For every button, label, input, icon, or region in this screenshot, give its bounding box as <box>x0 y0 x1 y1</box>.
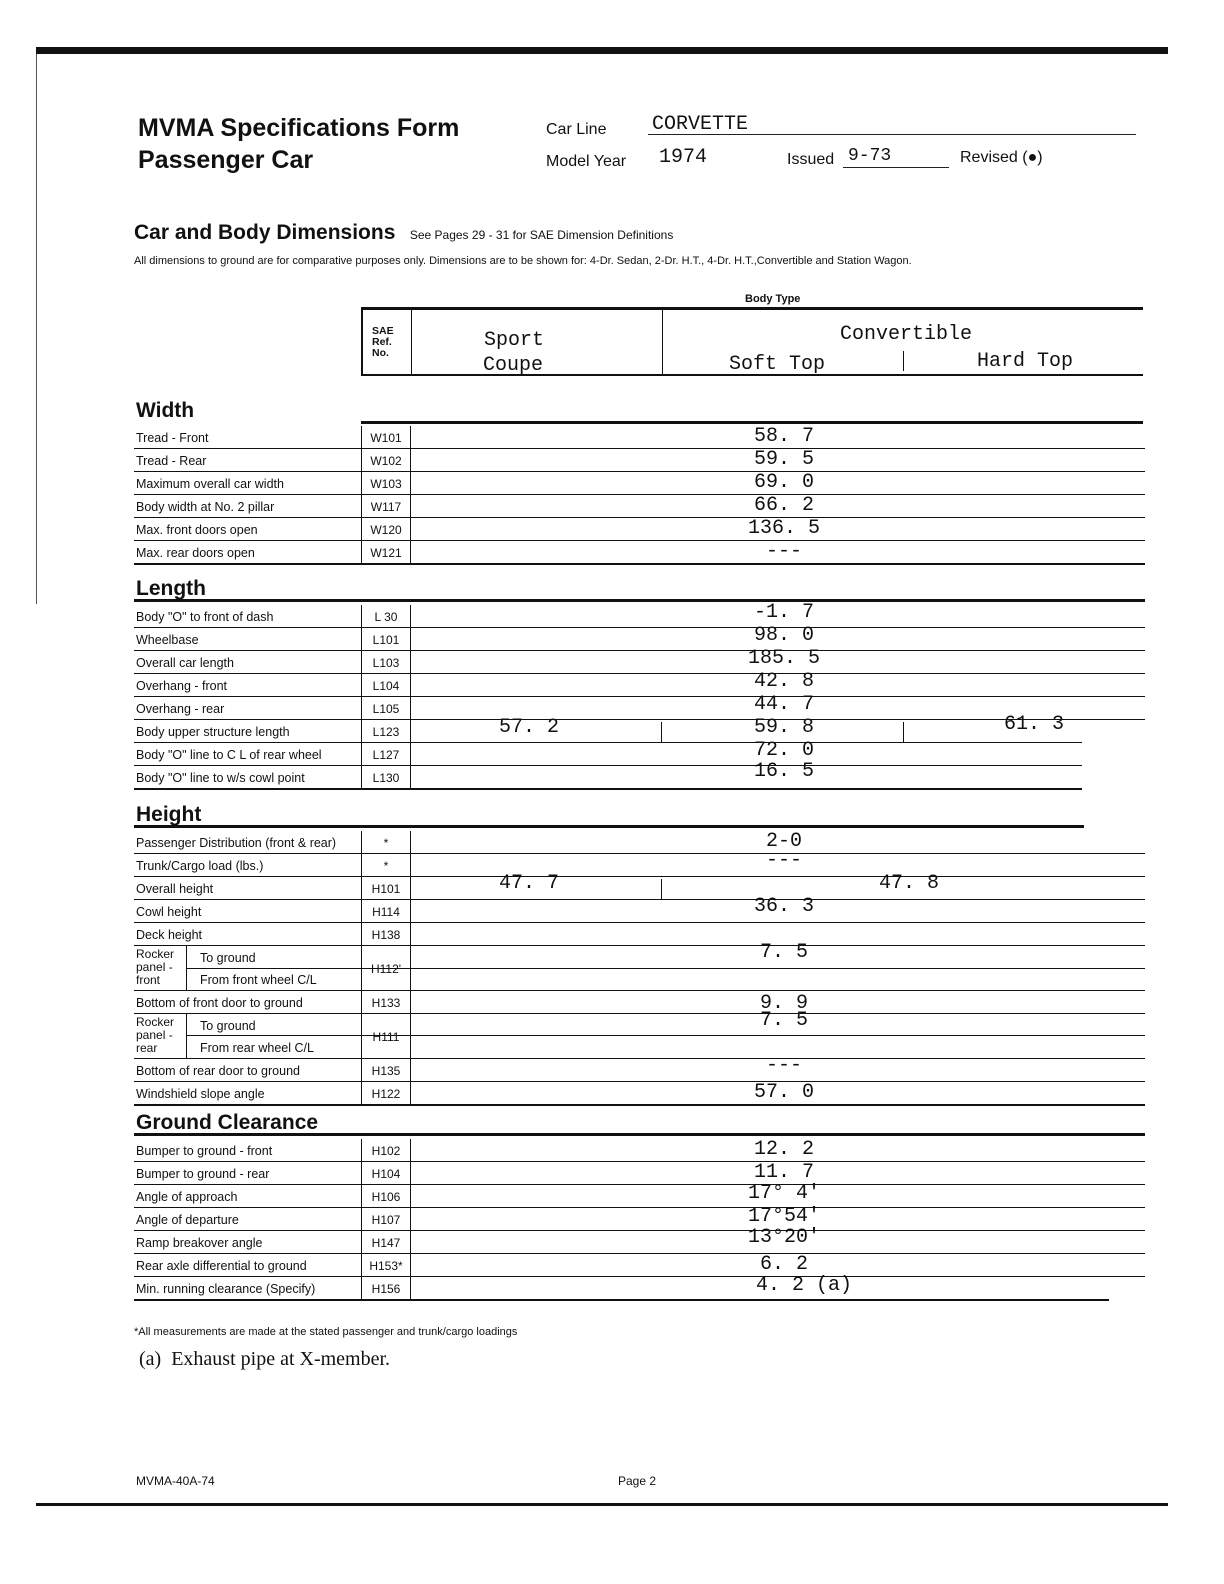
row-ref: H111 <box>361 1014 411 1058</box>
table-row <box>134 1182 1145 1208</box>
row-ref: H101 <box>361 877 411 899</box>
row-value: 6. 2 <box>759 1253 808 1276</box>
row-label: Bottom of front door to ground <box>136 996 303 1010</box>
table-row <box>134 1274 1109 1301</box>
row-ref: H138 <box>361 923 411 945</box>
table-row <box>134 1082 1145 1106</box>
row-label: Bumper to ground - front <box>136 1144 273 1158</box>
row-label: Windshield slope angle <box>136 1087 265 1101</box>
table-row <box>134 1054 1145 1082</box>
row-ref: W121 <box>361 541 411 563</box>
row-ref: L101 <box>361 628 411 650</box>
row-label: Wheelbase <box>136 633 199 647</box>
rocker-front-group <box>134 941 1145 991</box>
rocker-front-sub1: To ground <box>200 951 256 965</box>
col-soft-top: Soft Top <box>729 353 826 376</box>
col-hard-top: Hard Top <box>977 350 1074 373</box>
table-row <box>134 426 1145 449</box>
row-value: 44. 7 <box>753 693 814 716</box>
col-coupe: Coupe <box>483 354 544 377</box>
row-label: Ramp breakover angle <box>136 1236 263 1250</box>
left-margin-line <box>36 54 37 604</box>
row-ref: H153* <box>361 1254 411 1276</box>
row-ref: * <box>361 854 411 876</box>
rocker-rear-sub2: From rear wheel C/L <box>200 1041 314 1055</box>
row-label: Tread - Rear <box>136 454 207 468</box>
col-convertible: Convertible <box>840 323 973 346</box>
row-value: 36. 3 <box>753 895 814 918</box>
model-year-label: Model Year <box>546 153 627 170</box>
row-ref: L103 <box>361 651 411 673</box>
row-ref: W120 <box>361 518 411 540</box>
row-value: 72. 0 <box>753 739 814 762</box>
row-value: 42. 8 <box>753 670 814 693</box>
table-row <box>134 849 1145 877</box>
row-ref: H112' <box>361 946 411 990</box>
row-label: Cowl height <box>136 905 202 919</box>
table-row <box>134 895 1145 923</box>
row-value-convertible: 47. 8 <box>878 872 939 895</box>
row-label: Max. rear doors open <box>136 546 255 560</box>
row-label: Bumper to ground - rear <box>136 1167 270 1181</box>
car-line-underline <box>648 134 1136 135</box>
table-row <box>134 472 1145 495</box>
row-value: 69. 0 <box>753 471 814 494</box>
row-label: Max. front doors open <box>136 523 258 537</box>
row-value: 66. 2 <box>753 494 814 517</box>
row-ref: * <box>361 831 411 853</box>
issued-label: Issued <box>787 151 835 168</box>
length-section-title: Length <box>136 577 206 600</box>
row-value: 13°20' <box>747 1226 820 1249</box>
row-label: Overall height <box>136 882 214 896</box>
row-label: Overhang - front <box>136 679 228 693</box>
row-value: --- <box>765 1054 802 1077</box>
rocker-front-label: Rocker panel - front <box>136 947 175 987</box>
row-value: 11. 7 <box>753 1161 814 1184</box>
row-ref: L 30 <box>361 605 411 627</box>
row-value: --- <box>765 540 802 563</box>
row-label: Maximum overall car width <box>136 477 284 491</box>
table-row <box>134 449 1145 472</box>
row-value: -1. 7 <box>753 601 814 624</box>
row-value: --- <box>765 849 802 872</box>
header-divider-ref <box>411 310 412 376</box>
rocker-front-sub2: From front wheel C/L <box>200 973 317 987</box>
row-ref: H156 <box>361 1277 411 1299</box>
row-label: Passenger Distribution (front & rear) <box>136 836 337 850</box>
row-label: Body "O" line to C L of rear wheel <box>136 748 322 762</box>
issued-underline <box>843 167 949 168</box>
row-ref: W117 <box>361 495 411 517</box>
row-ref: H147 <box>361 1231 411 1253</box>
body-type-label: Body Type <box>745 293 801 305</box>
dimensions-note: All dimensions to ground are for comparative purposes only. Dimensions are to be shown for: 4-Dr. Sedan, 2-Dr. H.T., 4-Dr. H.T.,Convertible and Station Wagon. <box>134 255 912 267</box>
height-section-title: Height <box>136 803 202 826</box>
top-border <box>36 47 1168 54</box>
row-value: 136. 5 <box>747 517 820 540</box>
row-value-coupe: 57. 2 <box>498 716 559 739</box>
revised-label: Revised (●) <box>960 149 1043 166</box>
row-ref: H133 <box>361 991 411 1013</box>
row-ref: L123 <box>361 720 411 742</box>
row-value: 59. 8 <box>753 716 814 739</box>
row-label: Overall car length <box>136 656 234 670</box>
row-label: Angle of departure <box>136 1213 239 1227</box>
sae-ref-line1: SAE <box>372 325 394 337</box>
row-label: Body width at No. 2 pillar <box>136 500 275 514</box>
table-row <box>134 1139 1145 1162</box>
height-table <box>134 831 1145 1106</box>
row-label: Rear axle differential to ground <box>136 1259 307 1273</box>
table-row <box>134 1162 1145 1185</box>
row-value-hardtop: 61. 3 <box>1003 713 1064 736</box>
row-label: Body "O" line to w/s cowl point <box>136 771 305 785</box>
row-ref: H107 <box>361 1208 411 1230</box>
row-label: Body upper structure length <box>136 725 290 739</box>
rocker-rear-sub1: To ground <box>200 1019 256 1033</box>
row-value: 57. 0 <box>753 1081 814 1104</box>
row-ref: H106 <box>361 1185 411 1207</box>
row-value: 12. 2 <box>753 1138 814 1161</box>
car-line-value: CORVETTE <box>652 113 749 136</box>
header-divider-coupe <box>662 310 663 376</box>
row-label: Trunk/Cargo load (lbs.) <box>136 859 264 873</box>
row-ref: L104 <box>361 674 411 696</box>
table-row <box>134 1254 1145 1277</box>
softtop-hardtop-divider <box>903 351 904 371</box>
ground-clearance-section-title: Ground Clearance <box>136 1111 319 1134</box>
table-row <box>134 541 1145 565</box>
sae-ref-line3: No. <box>372 347 389 359</box>
ground-top-rule <box>134 1133 1145 1136</box>
table-row <box>134 518 1145 541</box>
asterisk-footnote: *All measurements are made at the stated passenger and trunk/cargo loadings <box>134 1326 518 1338</box>
model-year-value: 1974 <box>659 146 708 169</box>
row-label: Overhang - rear <box>136 702 225 716</box>
length-table <box>134 601 1145 790</box>
row-value: 2-0 <box>765 830 802 853</box>
row-value: 4. 2 (a) <box>755 1274 852 1297</box>
table-row <box>134 1226 1145 1254</box>
row-ref: W103 <box>361 472 411 494</box>
row-value: 58. 7 <box>753 425 814 448</box>
width-section-title: Width <box>136 399 195 422</box>
row-value: 7. 5 <box>759 941 808 964</box>
section-title: Car and Body Dimensions <box>134 221 396 244</box>
row-value: 17°54' <box>747 1205 820 1228</box>
row-ref: W101 <box>361 426 411 448</box>
ground-clearance-table <box>134 1139 1145 1301</box>
sub-row-rule <box>186 1035 1145 1036</box>
table-row <box>134 760 1082 790</box>
form-subtitle: Passenger Car <box>138 146 314 174</box>
row-label: Tread - Front <box>136 431 209 445</box>
table-row <box>134 495 1145 518</box>
row-value: 9. 9 <box>759 992 808 1015</box>
sub-row-rule <box>186 968 1145 969</box>
row-value: 98. 0 <box>753 624 814 647</box>
row-label: Min. running clearance (Specify) <box>136 1282 316 1296</box>
cell-divider <box>903 722 904 742</box>
row-ref: H104 <box>361 1162 411 1184</box>
width-top-rule <box>361 421 1143 424</box>
row-ref: H102 <box>361 1139 411 1161</box>
row-value: 59. 5 <box>753 448 814 471</box>
row-label: Angle of approach <box>136 1190 238 1204</box>
row-label: Body "O" to front of dash <box>136 610 274 624</box>
sae-ref-line2: Ref. <box>372 336 392 348</box>
row-value: 185. 5 <box>747 647 820 670</box>
row-value-coupe: 47. 7 <box>498 872 559 895</box>
note-a: (a) Exhaust pipe at X-member. <box>139 1348 391 1370</box>
see-pages-note: See Pages 29 - 31 for SAE Dimension Definitions <box>409 228 674 242</box>
row-label: Deck height <box>136 928 203 942</box>
rocker-rear-group <box>134 1009 1145 1059</box>
form-number: MVMA-40A-74 <box>136 1474 215 1488</box>
height-top-rule <box>134 825 1084 828</box>
row-ref: L130 <box>361 766 411 788</box>
form-title: MVMA Specifications Form <box>138 114 460 142</box>
row-ref: H135 <box>361 1059 411 1081</box>
row-value: 16. 5 <box>753 760 814 783</box>
width-table <box>134 426 1145 565</box>
rocker-rear-label: Rocker panel - rear <box>136 1015 175 1055</box>
cell-divider <box>186 1014 187 1058</box>
bottom-border <box>36 1503 1168 1506</box>
row-ref: L127 <box>361 743 411 765</box>
col-sport: Sport <box>484 329 545 352</box>
row-ref: W102 <box>361 449 411 471</box>
car-line-label: Car Line <box>546 121 607 138</box>
row-ref: H122 <box>361 1082 411 1104</box>
row-label: Bottom of rear door to ground <box>136 1064 300 1078</box>
issued-value: 9-73 <box>848 146 892 166</box>
row-ref: L105 <box>361 697 411 719</box>
row-value: 17° 4' <box>747 1182 820 1205</box>
row-value: 7. 5 <box>759 1009 808 1032</box>
page-number: Page 2 <box>618 1474 657 1488</box>
row-ref: H114 <box>361 900 411 922</box>
